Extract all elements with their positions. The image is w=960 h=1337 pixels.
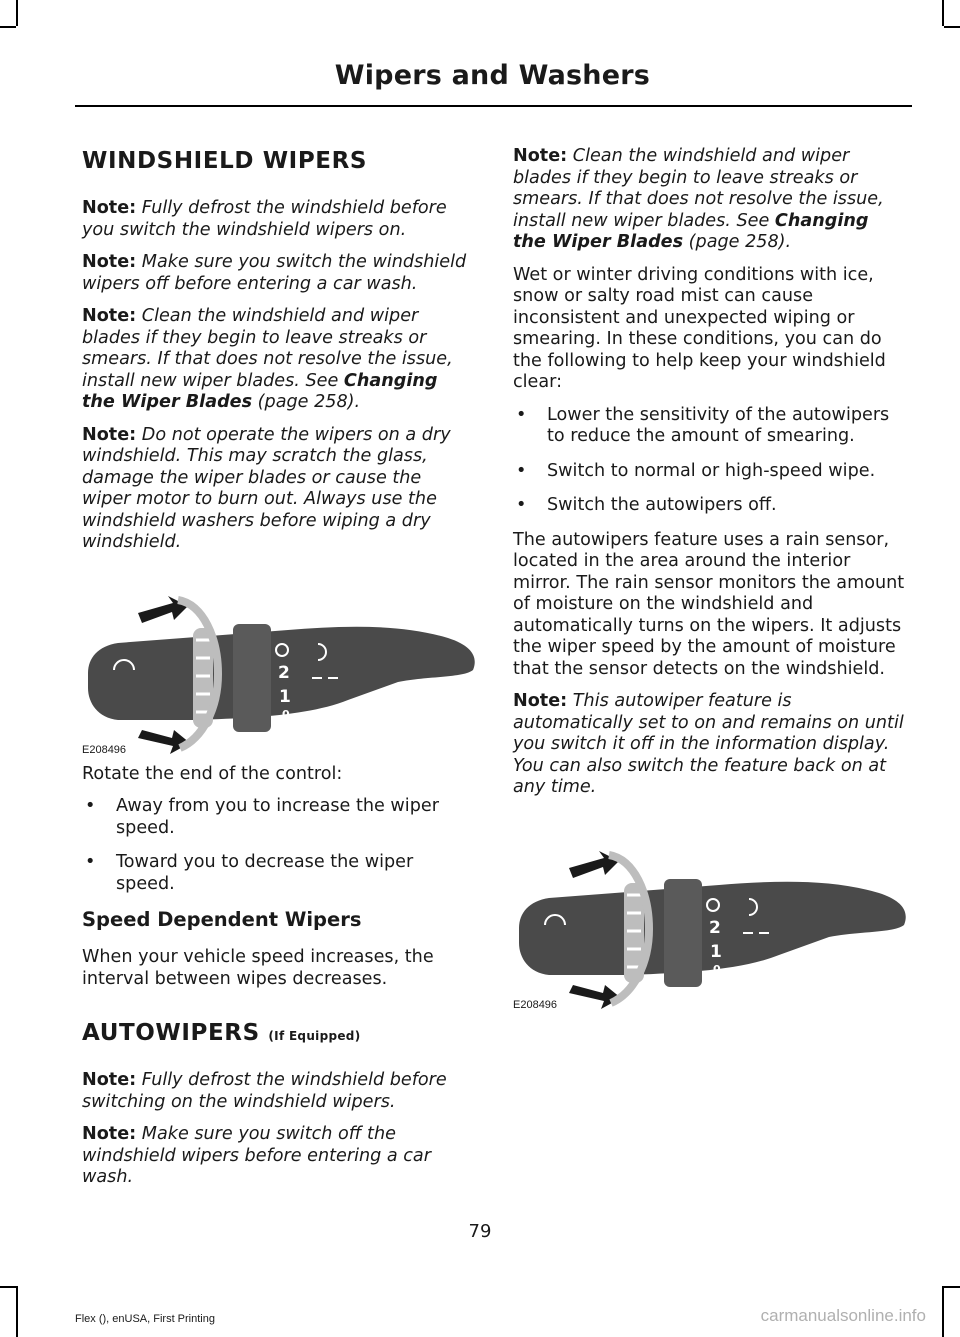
rotate-intro: Rotate the end of the control: (82, 763, 343, 784)
crop-mark (16, 0, 18, 26)
page-number: 79 (468, 1221, 492, 1242)
subheading-speed-dependent-wipers: Speed Dependent Wipers (82, 908, 362, 931)
left-column (82, 146, 474, 1200)
crop-mark (942, 0, 944, 26)
note-defrost: Note: Fully defrost the windshield before you switch the windshield wipers on. (82, 198, 447, 240)
wiper-stalk-figure (509, 833, 909, 1013)
speed-dependent-text: When your vehicle speed increases, the interval between wipes decreases. (82, 947, 434, 989)
figure-id: E208496 (513, 998, 558, 1011)
section-heading-autowipers: AUTOWIPERS (If Equipped) (82, 1020, 361, 1046)
crop-mark (942, 1286, 944, 1337)
winter-tips-list (513, 405, 905, 517)
wiper-stalk-figure (78, 578, 478, 758)
list-item: • Toward you to decrease the wiper speed. (82, 852, 474, 895)
link-changing-wiper-blades[interactable]: Changing the Wiper Blades (513, 210, 869, 252)
speed-mark-2: 2 (278, 662, 290, 683)
footer-text: Flex (), enUSA, First Printing (75, 1313, 215, 1325)
list-item: • Lower the sensitivity of the autowipers to reduce the amount of smearing. (513, 405, 905, 448)
rotate-list (82, 796, 474, 895)
note-auto-car-wash: Note: Make sure you switch off the windshield wipers before entering a car wash. (82, 1124, 431, 1187)
speed-mark-1: 1 (279, 686, 291, 707)
crop-mark (0, 26, 16, 28)
crop-mark (944, 26, 960, 28)
note-clean-blades: Note: Clean the windshield and wiper blades if they begin to leave streaks or smears. If that does not resolve the issue, install new wiper blades. See Changing the Wiper Blades (page 258). (82, 306, 453, 412)
section-heading-windshield-wipers: WINDSHIELD WIPERS (82, 148, 368, 174)
crop-mark (944, 1286, 960, 1288)
note-car-wash: Note: Make sure you switch the windshield wipers off before entering a car wash. (82, 252, 467, 294)
winter-conditions-text: Wet or winter driving conditions with ice, snow or salty road mist can cause inconsistent and unexpected wiping or smearing. In these conditions, you can do the following to help keep your windshield clear: (513, 264, 886, 392)
wiper-stalk-illustration (78, 578, 478, 758)
speed-mark-1: 1 (710, 941, 722, 962)
figure-id: E208496 (82, 743, 127, 756)
speed-mark-0: 0 (713, 962, 721, 976)
rain-sensor-text: The autowipers feature uses a rain sensor, located in the area around the interior mirror. The rain sensor monitors the amount of moisture on the windshield and automatically turns on the wipers. It adjusts the wiper speed by the amount of moisture that the sensor detects on the windshield. (513, 529, 905, 679)
speed-mark-2: 2 (709, 917, 721, 938)
page-title: Wipers and Washers (334, 60, 650, 91)
note-dry-windshield: Note: Do not operate the wipers on a dry windshield. This may scratch the glass, damage the wiper blades or cause the wiper motor to burn out. Always use the windshield washers before wiping a dry windshield. (82, 424, 451, 552)
right-column (513, 146, 905, 1019)
link-changing-wiper-blades[interactable]: Changing the Wiper Blades (82, 370, 438, 412)
note-clean-blades-auto: Note: Clean the windshield and wiper blades if they begin to leave streaks or smears. If that does not resolve the issue, install new wiper blades. See Changing the Wiper Blades (page 258). (513, 146, 884, 252)
crop-mark (16, 1286, 18, 1337)
crop-mark (0, 1286, 16, 1288)
speed-mark-0: 0 (282, 707, 290, 721)
note-autowiper-default: Note: This autowiper feature is automatically set to on and remains on until you switch it off in the information display. You can also switch the feature back on at any time. (513, 691, 904, 797)
list-item: • Switch to normal or high-speed wipe. (513, 461, 905, 483)
header-divider (75, 105, 912, 107)
list-item: • Switch the autowipers off. (513, 495, 905, 517)
watermark: carmanualsonline.info (760, 1306, 926, 1325)
note-auto-defrost: Note: Fully defrost the windshield before switching on the windshield wipers. (82, 1070, 447, 1112)
list-item: • Away from you to increase the wiper speed. (82, 796, 474, 839)
wiper-stalk-illustration (509, 833, 909, 1013)
